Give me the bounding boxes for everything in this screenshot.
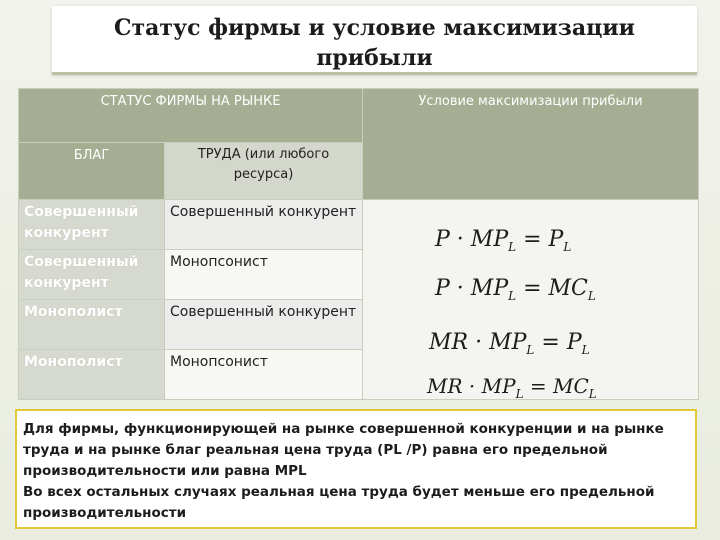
formula-1: $P \cdot MP_L = P_L$ — [435, 227, 572, 254]
row-4-goods: Монополист — [19, 350, 165, 400]
row-3-labor: Совершенный конкурент — [165, 300, 363, 350]
formula-4: MR · $MP_L = MC_L$ — [427, 374, 597, 401]
row-2-labor: Монопсонист — [165, 250, 363, 300]
row-1-labor: Совершенный конкурент — [165, 200, 363, 250]
subheader-labor: ТРУДА (или любого ресурса) — [165, 143, 363, 200]
note-line-1: Для фирмы, функционирующей на рынке совершенной конкуренции и на рынке труда и на рынке благ реальная цена труда (PL /P) равна его предельной производительности или равна MPL — [23, 421, 664, 479]
row-3-goods: Монополист — [19, 300, 165, 350]
row-4-labor: Монопсонист — [165, 350, 363, 400]
header-condition: Условие максимизации прибыли — [363, 89, 699, 200]
row-2-goods: Совершенный конкурент — [19, 250, 165, 300]
title-box — [52, 6, 697, 75]
status-table — [18, 88, 699, 400]
formula-2: $P \cdot MP_L = MC_L$ — [435, 276, 596, 303]
conclusion-note — [15, 409, 697, 529]
subheader-goods: БЛАГ — [19, 143, 165, 200]
formulas-cell — [363, 200, 699, 400]
slide-title: Статус фирмы и условие максимизации прибыли — [113, 15, 635, 71]
header-status: СТАТУС ФИРМЫ НА РЫНКЕ — [19, 89, 363, 143]
note-line-2: Во всех остальных случаях реальная цена труда будет меньше его предельной производительности — [23, 484, 655, 521]
formula-3: MR · $MP_L = P_L$ — [429, 330, 590, 357]
row-1-goods: Совершенный конкурент — [19, 200, 165, 250]
